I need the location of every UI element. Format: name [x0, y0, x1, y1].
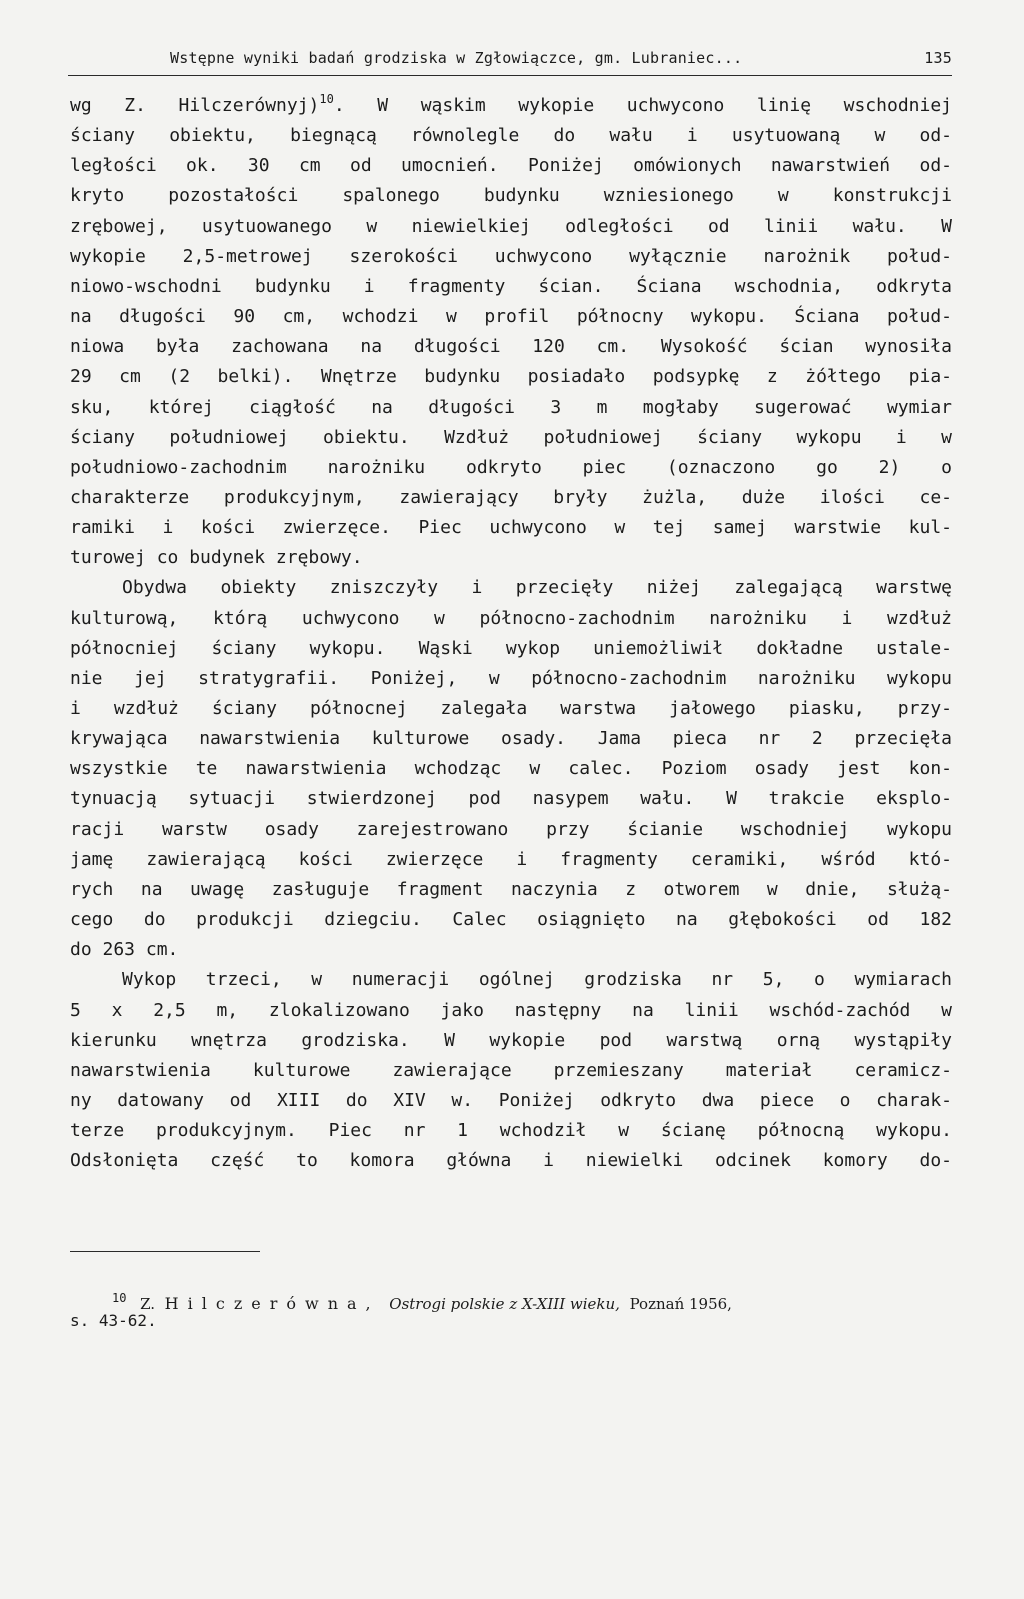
text-line: wykopie 2,5-metrowej szerokości uchwycono wyłącznie narożnik połud- — [70, 245, 952, 267]
text-line: niowo-wschodni budynku i fragmenty ścian. Ściana wschodnia, odkryta — [70, 275, 952, 297]
text-line: terze produkcyjnym. Piec nr 1 wchodził w ścianę północną wykopu. — [70, 1120, 952, 1142]
text-line: ściany południowej obiektu. Wzdłuż południowej ściany wykopu i w — [70, 426, 952, 448]
running-title: Wstępne wyniki badań grodziska w Zgłowiączce, gm. Lubraniec... — [170, 49, 743, 67]
text-line: zrębowej, usytuowanego w niewielkiej odległości od linii wału. W — [70, 215, 952, 237]
text-line: na długości 90 cm, wchodzi w profil północny wykopu. Ściana połud- — [70, 306, 952, 328]
text-line: i wzdłuż ściany północnej zalegała warstwa jałowego piasku, przy- — [70, 698, 952, 719]
text-line: wszystkie te nawarstwienia wchodząc w calec. Poziom osady jest kon- — [70, 758, 952, 780]
text-line: nie jej stratygrafii. Poniżej, w północno-zachodnim narożniku wykopu — [70, 667, 952, 689]
text-line: jamę zawierającą kości zwierzęce i fragmenty ceramiki, wśród któ- — [70, 848, 952, 870]
text-line: niowa była zachowana na długości 120 cm. Wysokość ścian wynosiła — [70, 336, 952, 358]
text-line: kulturową, którą uchwycono w północno-zachodnim narożniku i wzdłuż — [70, 607, 952, 629]
text-line: ny datowany od XIII do XIV w. Poniżej odkryto dwa piece o charak- — [70, 1089, 952, 1111]
footnote-pages: s. 43-62. — [70, 1311, 157, 1330]
text-line: sku, której ciągłość na długości 3 m mogłaby sugerować wymiar — [70, 396, 952, 418]
text-line: ściany obiektu, biegnącą równolegle do wału i usytuowaną w od- — [70, 125, 952, 147]
text-line: charakterze produkcyjnym, zawierający bryły żużla, duże ilości ce- — [70, 486, 952, 508]
text-line: tynuacją sytuacji stwierdzonej pod nasypem wału. W trakcie eksplo- — [70, 788, 952, 810]
footnote-reference: 10 — [319, 92, 334, 106]
text-segment: wg Z. Hilczerównyj) — [70, 95, 320, 116]
text-line: kierunku wnętrza grodziska. W wykopie pod warstwą orną wystąpiły — [70, 1029, 952, 1051]
footnote-rule — [70, 1251, 260, 1252]
footnote-book-title: Ostrogi polskie z X-XIII wieku, — [389, 1295, 620, 1313]
footnote-number: 10 — [112, 1291, 127, 1305]
text-line: kryto pozostałości spalonego budynku wzniesionego w konstrukcji — [70, 185, 952, 207]
text-segment: . W wąskim wykopie uchwycono linię wschodniej — [333, 95, 952, 116]
text-line: ległości ok. 30 cm od umocnień. Poniżej omówionych nawarstwień od- — [70, 155, 952, 177]
text-line: krywająca nawarstwienia kulturowe osady. Jama pieca nr 2 przecięła — [70, 728, 952, 750]
footnote-initial: Z. — [140, 1295, 156, 1313]
text-line: do 263 cm. — [70, 939, 179, 961]
text-line: nawarstwienia kulturowe zawierające przemieszany materiał ceramicz- — [70, 1059, 952, 1081]
running-header — [170, 49, 952, 73]
footnote-place-year: Poznań 1956, — [629, 1295, 732, 1313]
text-line: 29 cm (2 belki). Wnętrze budynku posiadało podsypkę z żółtego pia- — [70, 366, 952, 388]
footnote-author: Hilczerówna, — [164, 1294, 380, 1313]
text-line: Odsłonięta część to komora główna i niewielki odcinek komory do- — [70, 1150, 952, 1172]
text-line: rych na uwagę zasługuje fragment naczynia z otworem w dnie, służą- — [70, 878, 952, 900]
text-line: północniej ściany wykopu. Wąski wykop uniemożliwił dokładne ustale- — [70, 637, 952, 659]
page-number: 135 — [924, 49, 952, 67]
text-line: racji warstw osady zarejestrowano przy ścianie wschodniej wykopu — [70, 818, 952, 840]
text-line: 5 x 2,5 m, zlokalizowano jako następny na linii wschód-zachód w — [70, 999, 952, 1021]
text-line: ramiki i kości zwierzęce. Piec uchwycono w tej samej warstwie kul- — [70, 517, 952, 539]
text-line: południowo-zachodnim narożniku odkryto piec (oznaczono go 2) o — [70, 456, 952, 478]
text-line: Wykop trzeci, w numeracji ogólnej grodziska nr 5, o wymiarach — [122, 969, 952, 991]
text-line: cego do produkcji dziegciu. Calec osiągnięto na głębokości od 182 — [70, 909, 952, 931]
text-line: turowej co budynek zrębowy. — [70, 547, 363, 569]
text-line: Obydwa obiekty zniszczyły i przecięły niżej zalegającą warstwę — [122, 577, 952, 599]
text-line — [70, 92, 952, 120]
footnote-line — [112, 1286, 952, 1313]
header-rule — [68, 75, 952, 76]
